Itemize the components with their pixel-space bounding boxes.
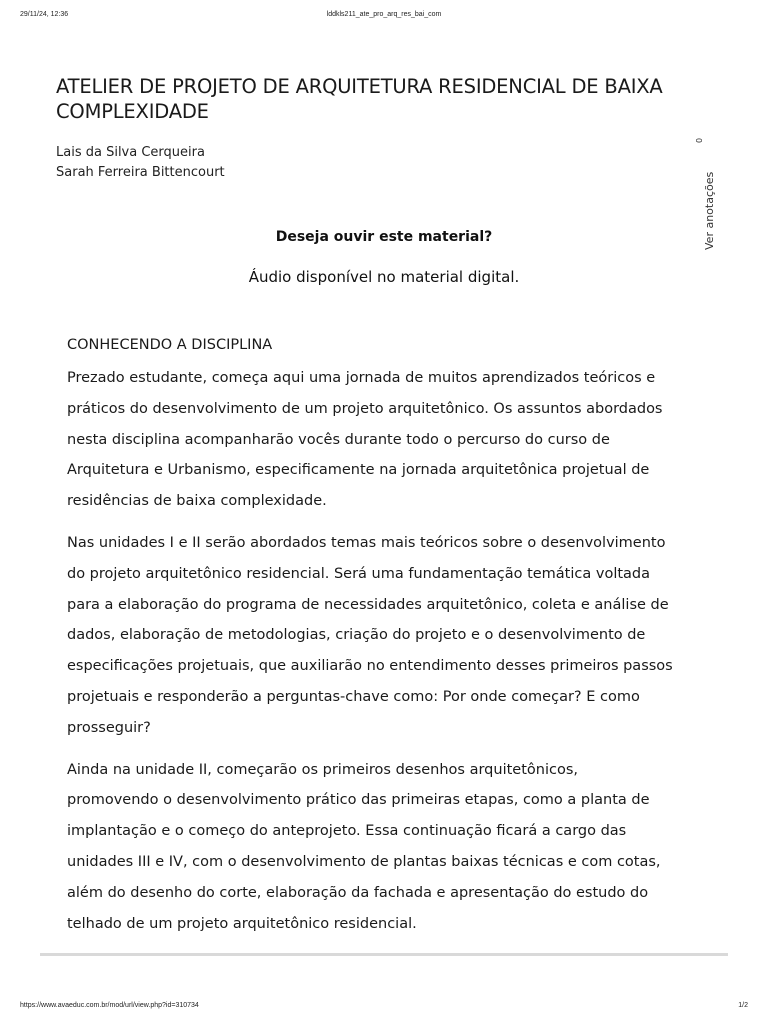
author-name: Sarah Ferreira Bittencourt: [56, 165, 225, 180]
text-line: nesta disciplina acompanharão vocês durante todo o percurso do curso de: [67, 431, 610, 448]
text-line: implantação e o começo do anteprojeto. Essa continuação ficará a cargo das: [67, 823, 627, 840]
paragraph: [67, 528, 707, 744]
text-line: além do desenho do corte, elaboração da fachada e apresentação do estudo do: [67, 884, 649, 901]
text-line: prosseguir?: [67, 719, 151, 736]
audio-question: Deseja ouvir este material?: [275, 229, 493, 245]
annotations-count: 0: [695, 137, 705, 144]
paragraph: [67, 755, 707, 940]
text-line: do projeto arquitetônico residencial. Será uma fundamentação temática voltada: [67, 565, 651, 582]
section-heading: CONHECENDO A DISCIPLINA: [67, 337, 273, 353]
print-header-title: lddkls211_ate_pro_arq_res_bai_com: [326, 11, 442, 18]
authors: [56, 143, 225, 183]
text-line: Nas unidades I e II serão abordados temas mais teóricos sobre o desenvolvimento: [67, 534, 666, 551]
text-line: residências de baixa complexidade.: [67, 493, 327, 510]
audio-info: Áudio disponível no material digital.: [248, 268, 520, 286]
text-line: promovendo o desenvolvimento prático das primeiras etapas, como a planta de: [67, 792, 650, 809]
page-title: ATELIER DE PROJETO DE ARQUITETURA RESIDENCIAL DE BAIXA COMPLEXIDADE: [56, 75, 663, 123]
author-name: Lais da Silva Cerqueira: [56, 145, 205, 160]
text-line: projetuais e responderão a perguntas-chave como: Por onde começar? E como: [67, 688, 640, 705]
text-line: para a elaboração do programa de necessidades arquitetônico, coleta e análise de: [67, 596, 669, 613]
text-line: Prezado estudante, começa aqui uma jornada de muitos aprendizados teóricos e: [67, 370, 656, 386]
divider: [40, 953, 728, 956]
text-line: especificações projetuais, que auxiliarão no entendimento desses primeiros passos: [67, 658, 673, 675]
print-footer-url[interactable]: https://www.avaeduc.com.br/mod/url/view.php?id=310734: [20, 1002, 199, 1009]
paragraph: [67, 363, 707, 517]
print-footer-page-number: 1/2: [738, 1002, 748, 1009]
print-header-date: 29/11/24, 12:36: [20, 11, 69, 18]
text-line: telhado de um projeto arquitetônico residencial.: [67, 915, 417, 932]
text-line: unidades III e IV, com o desenvolvimento de plantas baixas técnicas e com cotas,: [67, 853, 661, 870]
annotations-label[interactable]: Ver anotações: [703, 171, 716, 250]
text-line: dados, elaboração de metodologias, criação do projeto e o desenvolvimento de: [67, 627, 646, 644]
text-line: Ainda na unidade II, começarão os primeiros desenhos arquitetônicos,: [67, 761, 578, 778]
text-line: práticos do desenvolvimento de um projeto arquitetônico. Os assuntos abordados: [67, 400, 663, 417]
text-line: Arquitetura e Urbanismo, especificamente na jornada arquitetônica projetual de: [67, 462, 650, 479]
content: [67, 335, 707, 950]
